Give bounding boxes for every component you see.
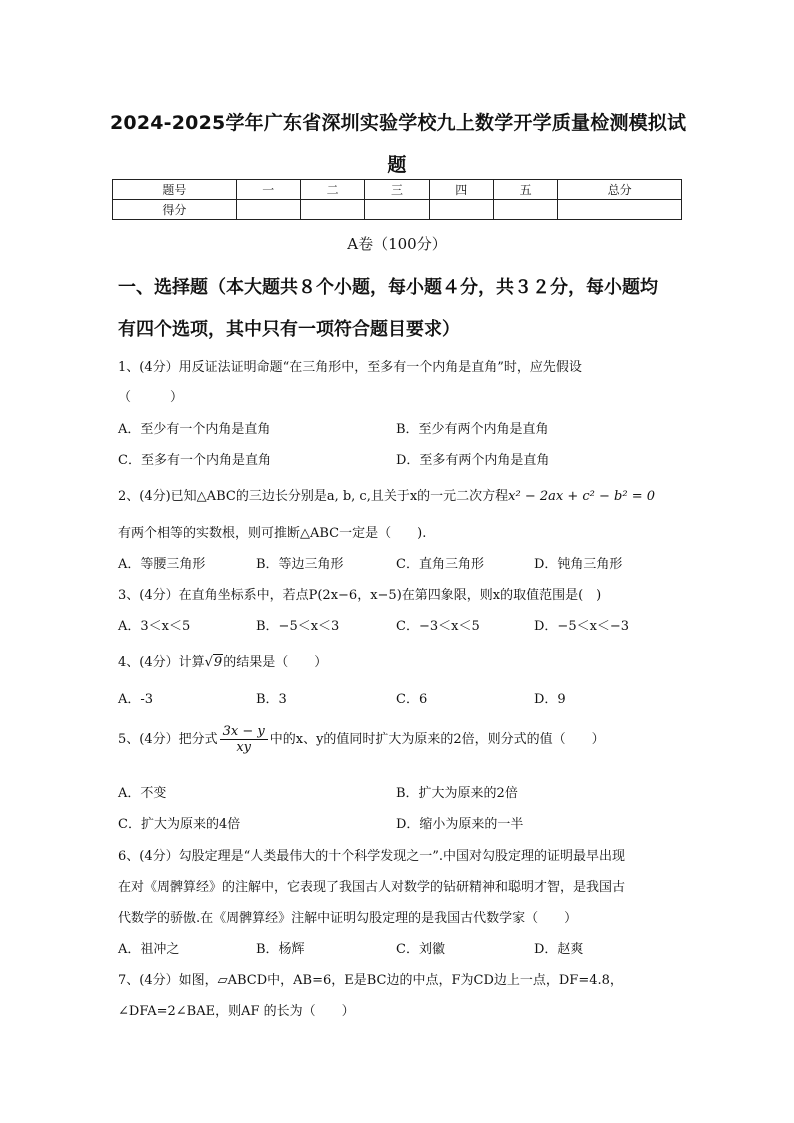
- question-6-line1: 6、(4分）勾股定理是“人类最伟大的十个科学发现之一”.中国对勾股定理的证明最早出现: [118, 849, 626, 864]
- table-cell: 总分: [558, 180, 682, 200]
- fraction-denominator: xy: [236, 740, 252, 755]
- question-4-suffix: 的结果是（ ）: [223, 655, 328, 670]
- score-input-cell[interactable]: [493, 200, 557, 220]
- question-2-line2: 有两个相等的实数根，则可推断△ABC一定是（ ).: [118, 526, 427, 541]
- question-5-option-a[interactable]: A．不变: [118, 786, 167, 801]
- question-3-option-a[interactable]: A．3＜x＜5: [118, 619, 191, 634]
- question-6-option-a[interactable]: A．祖冲之: [118, 942, 180, 957]
- question-2-equation: x² − 2ax + c² − b² = 0: [508, 489, 655, 504]
- fraction-numerator: 3x − y: [220, 724, 268, 740]
- question-4-option-a[interactable]: A．-3: [118, 692, 154, 707]
- question-2-text: 2、(4分)已知△ABC的三边长分别是a, b, c,且关于x的一元二次方程: [118, 489, 509, 504]
- table-cell: 一: [236, 180, 300, 200]
- question-3-option-b[interactable]: B．−5＜x＜3: [256, 619, 340, 634]
- question-5-suffix: 中的x、y的值同时扩大为原来的2倍，则分式的值（ ）: [269, 732, 605, 747]
- score-input-cell[interactable]: [365, 200, 429, 220]
- score-table-header-row: [113, 180, 682, 200]
- question-4-option-b[interactable]: B．3: [256, 692, 287, 707]
- question-7-line1: 7、(4分）如图，▱ABCD中，AB=6，E是BC边的中点，F为CD边上一点，DF=4.8，: [118, 973, 623, 988]
- question-5-option-c[interactable]: C．扩大为原来的4倍: [118, 817, 241, 832]
- score-input-cell[interactable]: [429, 200, 493, 220]
- table-cell: 四: [429, 180, 493, 200]
- question-6-line3: 代数学的骄傲.在《周髀算经》注解中证明勾股定理的是我国古代数学家（ ）: [118, 911, 578, 926]
- table-cell: 二: [300, 180, 364, 200]
- question-3-option-c[interactable]: C．−3＜x＜5: [396, 619, 480, 634]
- question-4-text: [118, 651, 688, 670]
- volume-title: A卷（100分）: [347, 235, 447, 253]
- question-5-text: [118, 724, 688, 755]
- question-6-option-d[interactable]: D．赵爽: [534, 942, 584, 957]
- score-input-cell[interactable]: [558, 200, 682, 220]
- question-2-option-b[interactable]: B．等边三角形: [256, 557, 344, 572]
- table-cell: 五: [493, 180, 557, 200]
- question-1-option-a[interactable]: A．至少有一个内角是直角: [118, 422, 271, 437]
- question-1-answer-paren: （ ）: [118, 390, 184, 405]
- question-6-line2: 在对《周髀算经》的注解中，它表现了我国古人对数学的钻研精神和聪明才智，是我国古: [118, 880, 626, 895]
- section-heading-line1: 一、选择题（本大题共８个小题，每小题４分，共３２分，每小题均: [118, 277, 658, 298]
- score-input-cell[interactable]: [300, 200, 364, 220]
- question-1-text: 1、(4分）用反证法证明命题“在三角形中，至多有一个内角是直角”时，应先假设: [118, 360, 582, 375]
- question-4-option-c[interactable]: C．6: [396, 692, 428, 707]
- question-4-option-d[interactable]: D．9: [534, 692, 566, 707]
- question-3-text: 3、(4分）在直角坐标系中，若点P(2x−6，x−5)在第四象限，则x的取值范围是( ): [118, 588, 602, 603]
- score-input-cell[interactable]: [236, 200, 300, 220]
- question-2-line1: [118, 485, 688, 504]
- question-4-prefix: 4、(4分）计算: [118, 655, 205, 670]
- question-2-option-a[interactable]: A．等腰三角形: [118, 557, 206, 572]
- table-cell: 题号: [113, 180, 237, 200]
- question-1-option-c[interactable]: C．至多有一个内角是直角: [118, 453, 271, 468]
- exam-title-line2: 题: [387, 154, 407, 176]
- score-table: [112, 179, 682, 220]
- table-cell: 得分: [113, 200, 237, 220]
- question-6-option-b[interactable]: B．杨辉: [256, 942, 305, 957]
- question-5-option-d[interactable]: D．缩小为原来的一半: [396, 817, 524, 832]
- section-heading-line2: 有四个选项，其中只有一项符合题目要求）: [118, 319, 460, 340]
- question-7-line2: ∠DFA=2∠BAE，则AF 的长为（ ）: [118, 1004, 355, 1019]
- table-cell: 三: [365, 180, 429, 200]
- question-5-fraction: [220, 724, 268, 755]
- question-2-option-d[interactable]: D．钝角三角形: [534, 557, 623, 572]
- question-5-prefix: 5、(4分）把分式: [118, 732, 218, 747]
- question-4-radicand: 9: [213, 655, 223, 670]
- exam-title-line1: 2024-2025学年广东省深圳实验学校九上数学开学质量检测模拟试: [110, 112, 687, 134]
- question-1-option-b[interactable]: B．至少有两个内角是直角: [396, 422, 549, 437]
- question-2-option-c[interactable]: C．直角三角形: [396, 557, 484, 572]
- question-1-option-d[interactable]: D．至多有两个内角是直角: [396, 453, 550, 468]
- question-6-option-c[interactable]: C．刘徽: [396, 942, 445, 957]
- score-table-score-row: [113, 200, 682, 220]
- question-3-option-d[interactable]: D．−5＜x＜−3: [534, 619, 630, 634]
- sqrt-symbol: √9: [204, 655, 223, 670]
- question-5-option-b[interactable]: B．扩大为原来的2倍: [396, 786, 518, 801]
